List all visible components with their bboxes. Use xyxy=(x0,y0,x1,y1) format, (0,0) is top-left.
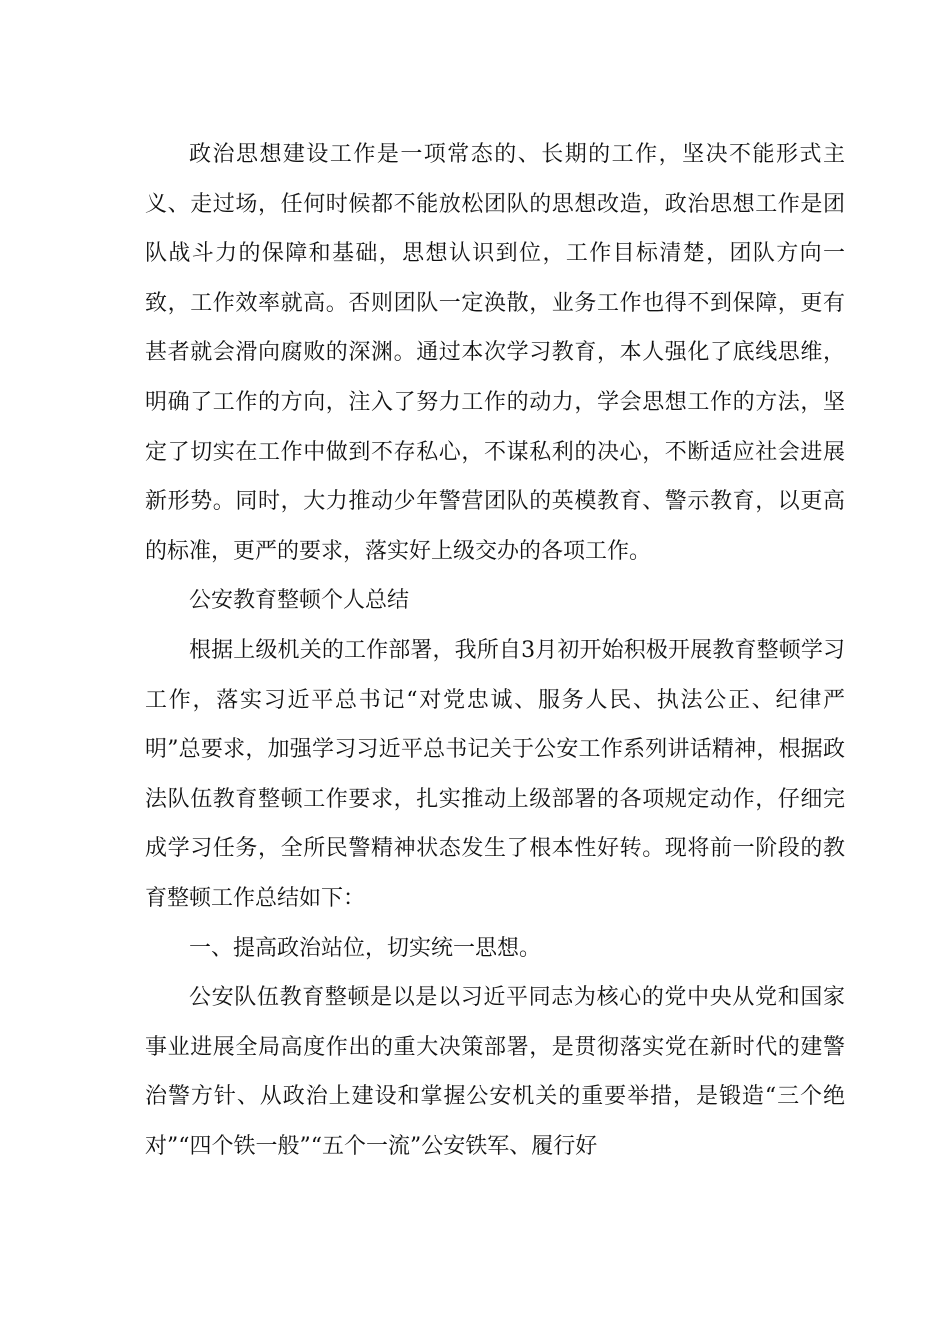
paragraph-political-work: 政治思想建设工作是一项常态的、长期的工作，坚决不能形式主义、走过场，任何时候都不能放松团队的思想改造，政治思想工作是团队战斗力的保障和基础，思想认识到位，工作目标清楚，团队方向一致，工作效率就高。否则团队一定涣散，业务工作也得不到保障，更有甚者就会滑向腐败的深渊。通过本次学习教育，本人强化了底线思维，明确了工作的方向，注入了努力工作的动力，学会思想工作的方法，坚定了切实在工作中做到不存私心，不谋私利的决心，不断适应社会进展新形势。同时，大力推动少年警营团队的英模教育、警示教育，以更高的标准，更严的要求，落实好上级交办的各项工作。 xyxy=(145,142,845,564)
paragraph-intro: 根据上级机关的工作部署，我所自3月初开始积极开展教育整顿学习工作，落实习近平总书记“对党忠诚、服务人民、执法公正、纪律严明”总要求，加强学习习近平总书记关于公安工作系列讲话精神，根据政法队伍教育整顿工作要求，扎实推动上级部署的各项规定动作，仔细完成学习任务，全所民警精神状态发生了根本性好转。现将前一阶段的教育整顿工作总结如下： xyxy=(145,637,845,911)
section-title: 公安教育整顿个人总结 xyxy=(189,588,410,614)
paragraph-section-1: 公安队伍教育整顿是以是以习近平同志为核心的党中央从党和国家事业进展全局高度作出的重大决策部署，是贯彻落实党在新时代的建警治警方针、从政治上建设和掌握公安机关的重要举措，是锻造“三个绝对”“四个铁一般”“五个一流”公安铁军、履行好 xyxy=(145,985,845,1159)
document-body xyxy=(145,130,845,1171)
section-heading-1: 一、提高政治站位，切实统一思想。 xyxy=(189,935,542,961)
